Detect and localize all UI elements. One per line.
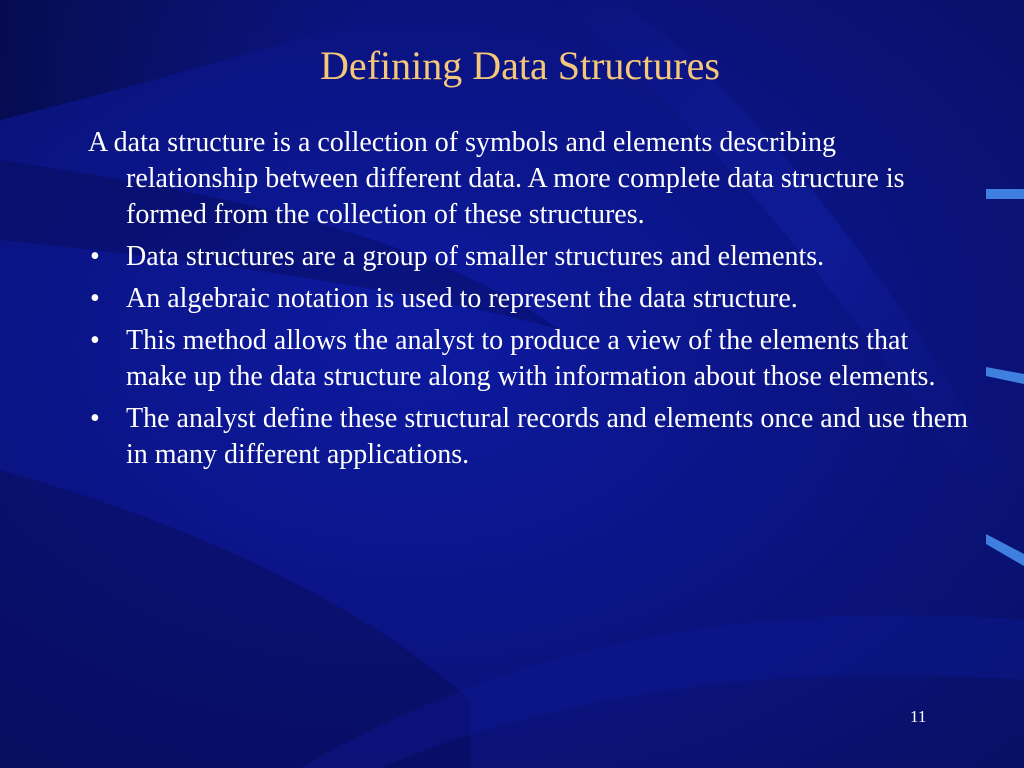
edge-accent-mark-3: [986, 532, 1024, 572]
bullet-item: [88, 401, 968, 473]
slide-title: Defining Data Structures: [320, 43, 720, 88]
bullet-icon: •: [90, 283, 100, 314]
page-number: 11: [910, 707, 927, 726]
bullet-text: This method allows the analyst to produce a view of the elements that make up the data structure along with information about those elements.: [126, 325, 936, 392]
bullet-icon: •: [90, 241, 100, 272]
bullet-text: Data structures are a group of smaller structures and elements.: [126, 241, 825, 272]
bullet-text: An algebraic notation is used to represent the data structure.: [126, 283, 798, 314]
bullet-icon: •: [90, 325, 100, 356]
slide-body: [88, 125, 968, 479]
edge-accent-mark-2: [986, 364, 1024, 388]
edge-accent-mark-1: [986, 186, 1024, 202]
intro-paragraph: A data structure is a collection of symbols and elements describing relationship between different data. A more complete data structure is formed from the collection of these structures.: [88, 127, 905, 230]
bullet-list: [88, 239, 968, 473]
bullet-item: [88, 323, 968, 395]
bullet-item: [88, 239, 968, 275]
bullet-text: The analyst define these structural records and elements once and use them in many different applications.: [126, 403, 969, 470]
bullet-icon: •: [90, 403, 100, 434]
bullet-item: [88, 281, 968, 317]
